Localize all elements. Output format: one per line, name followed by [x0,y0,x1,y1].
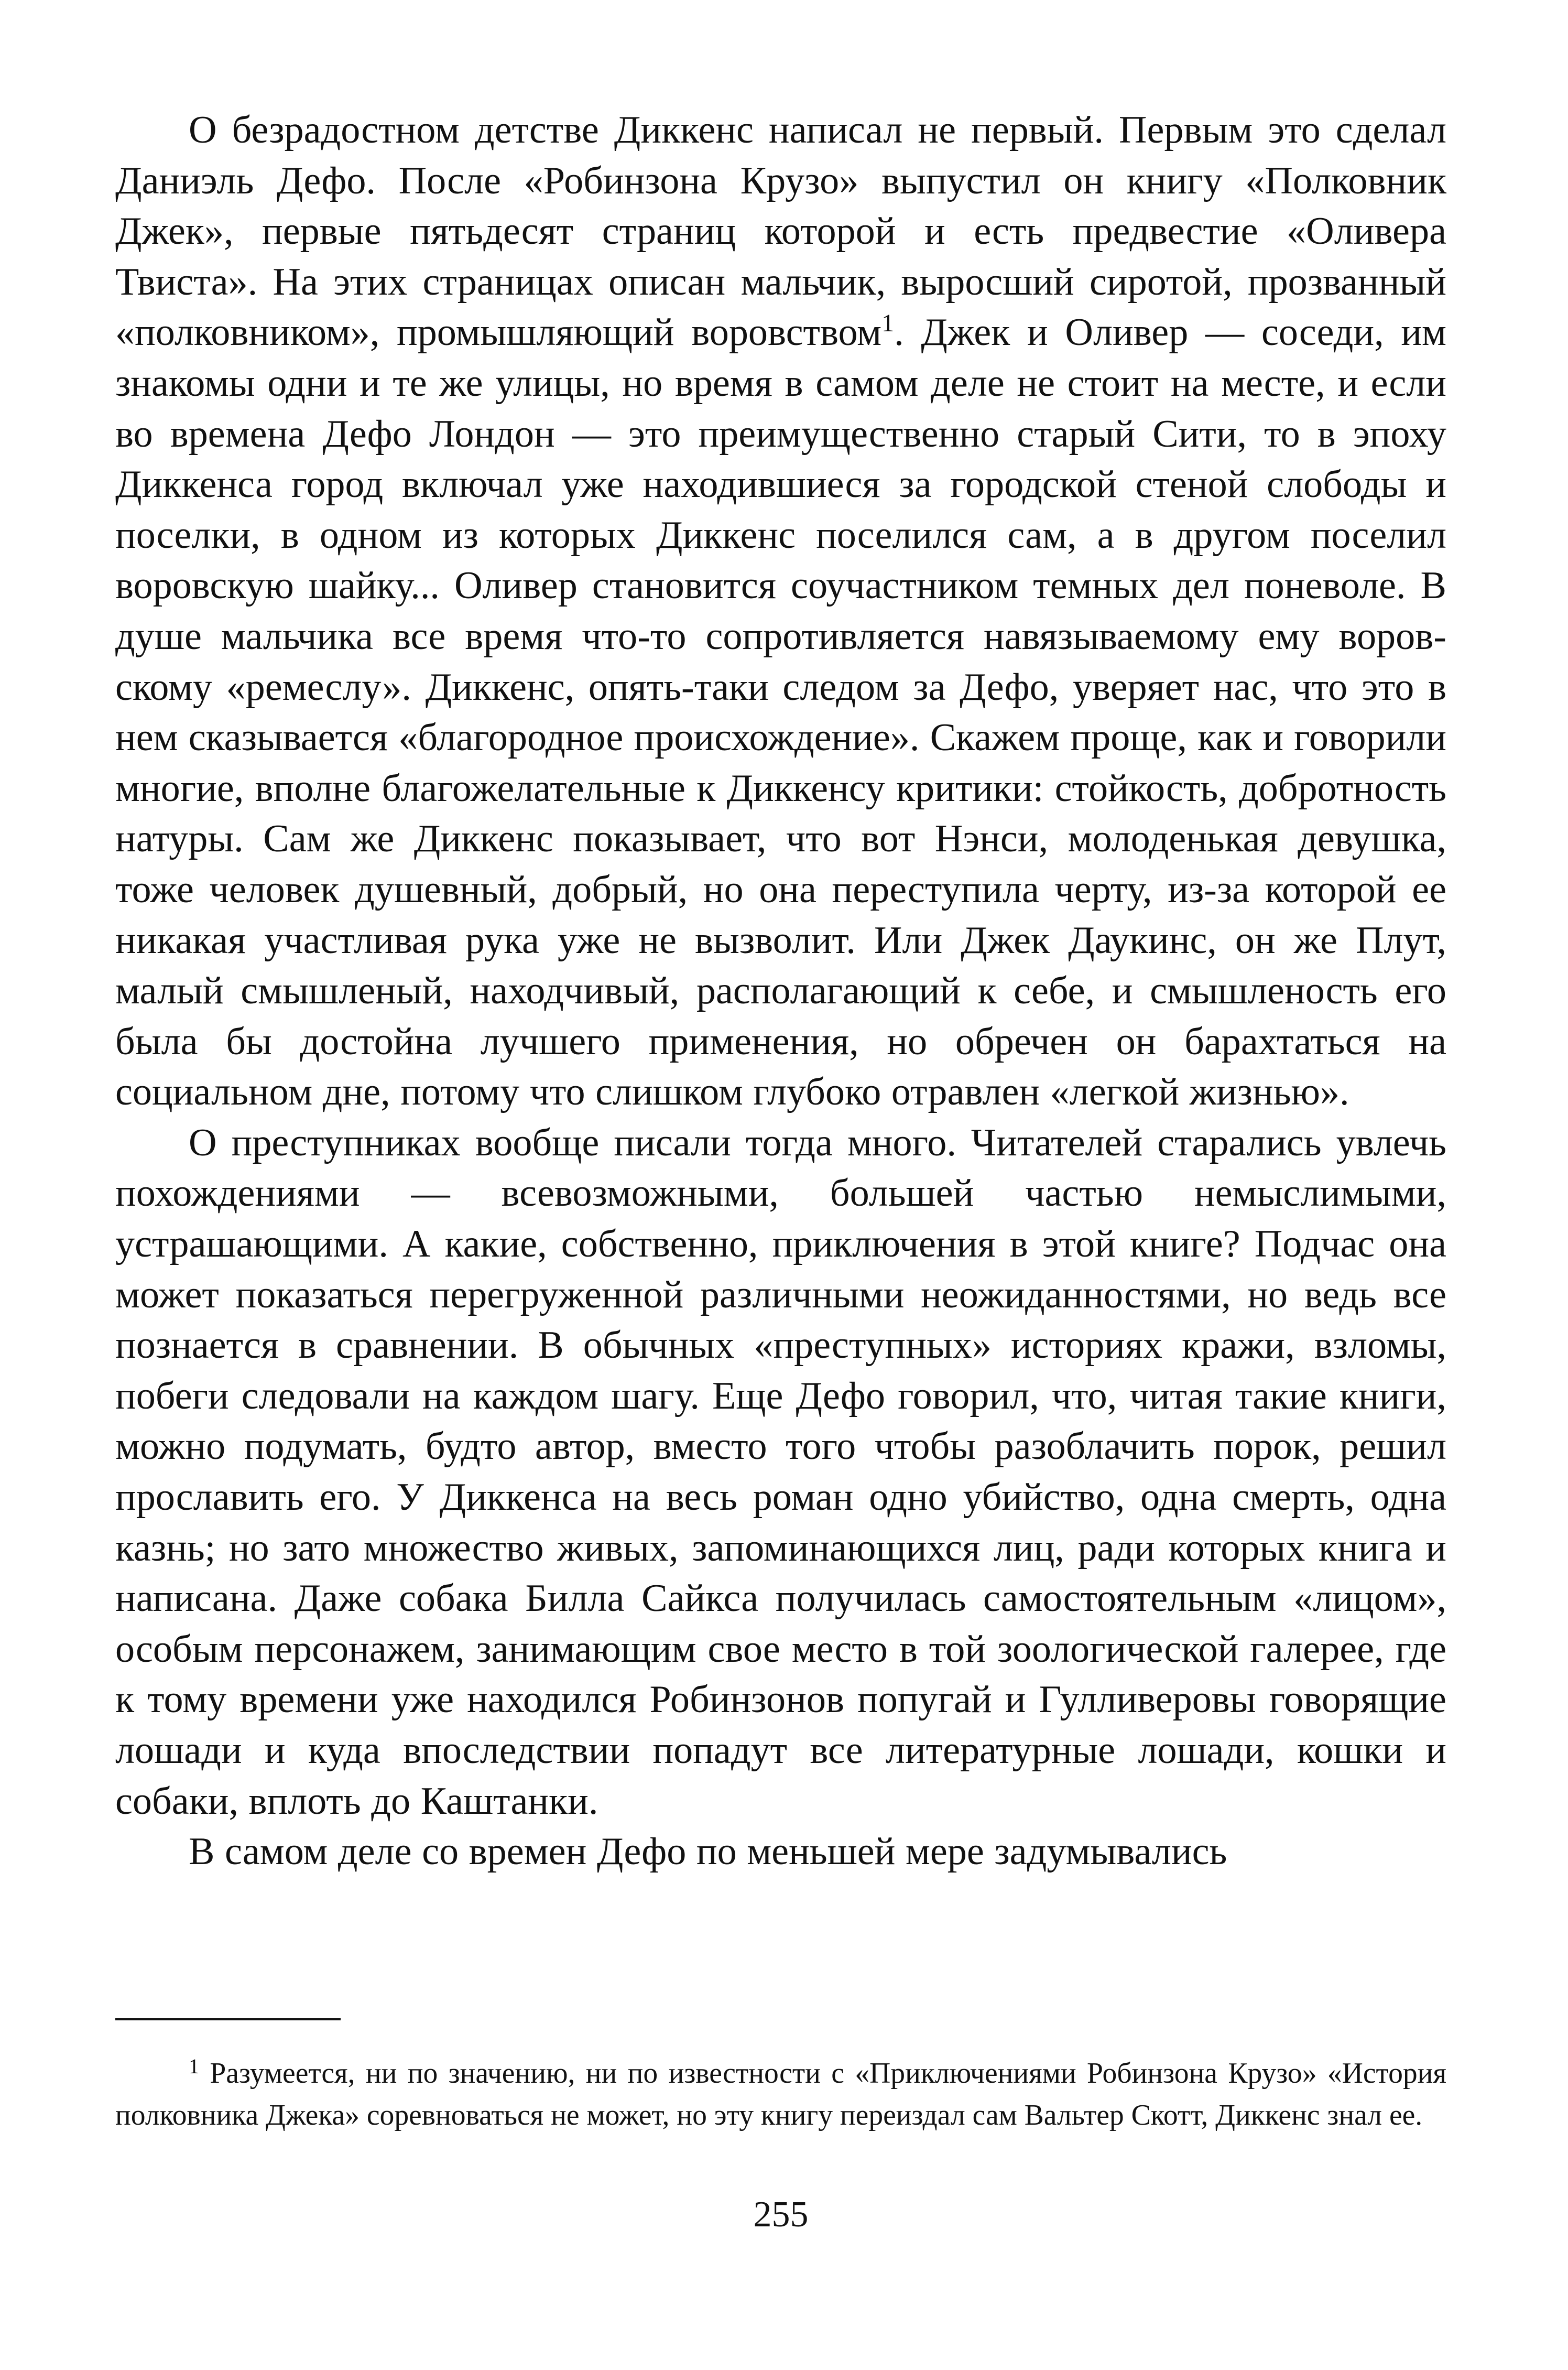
book-page [115,105,1446,2307]
footnote-reference: 1 [881,309,895,338]
footnote-text: Разумеется, ни по значению, ни по известности с «Приключениями Робинзона Крузо» «История полковника Джека» соревноваться не может, но эту книгу переиздал сам Вальтер Скотт, Диккенс знал ее. [115,2057,1447,2131]
paragraph-2: О преступниках вообще писали тогда много. Читателей старались увлечь похождениями — всевозможными, большей частью немыслимыми, устрашающими. А какие, собственно, приключения в этой книге? Подчас она может показаться перегруженной различными неожиданностями, но ведь все познается в сравнении. В обычных «преступных» историях кражи, взломы, побеги следовали на каждом шагу. Еще Дефо говорил, что, читая такие книги, можно подумать, будто автор, вместо того чтобы разоблачить порок, решил прославить его. У Диккенса на весь роман одно убийство, одна смерть, одна казнь; но зато множество живых, запоминающихся лиц, ради которых книга и написана. Даже собака Билла Сайкса получилась самостоятельным «лицом», особым персонажем, занимающим свое место в той зоологической галерее, где к тому времени уже находился Робинзонов попугай и Гулливеровы говорящие лошади и куда впоследствии попадут все литературные лошади, кошки и собаки, вплоть до Каштанки. [115,1121,1446,1823]
paragraph-3: В самом деле со времен Дефо по меньшей мере задумывались [189,1830,1227,1874]
body-text [115,105,1446,1877]
paragraph-1-text-a: О безрадостном детстве Диккенс написал не первый. Первым это сделал Даниэль Дефо. После «Робинзона Крузо» выпустил он книгу «Полковник Джек», первые пятьдесят страниц которой и есть предвестие «Оливера Твиста». На этих страницах описан мальчик, выросший сиротой, прозванный «полковником», промышляющий воровством [115,109,1446,354]
paragraph-1 [115,105,1446,1118]
footnote-mark: 1 [189,2054,199,2078]
paragraph-1-text-b: . Джек и Оливер — соседи, им знакомы одни и те же улицы, но время в самом деле не стоит на месте, и если во времена Дефо Лондон — это преимущественно старый Сити, то в эпоху Диккенса город включал уже находившиеся за городской стеной слободы и поселки, в одном из которых Диккенс поселился сам, а в другом поселил воровскую шайку... Оливер становится соучастником темных дел поневоле. В душе мальчика все время что-то сопротивляется навязываемому ему воровскому «ремеслу». Диккенс, опять-таки следом за Дефо, уверяет нас, что это в нем сказывается «благородное происхождение». Скажем проще, как и говорили многие, вполне благожелательные к Диккенсу критики: стойкость, добротность натуры. Сам же Диккенс показывает, что вот Нэнси, молоденькая девушка, тоже человек душевный, добрый, но она переступила черту, из-за которой ее никакая участливая рука уже не вызволит. Или Джек Даукинс, он же Плут, малый смышленый, находчивый, располагающий к себе, и смышленость его была бы достойна лучшего применения, но обречен он барахтаться на социальном дне, потому что слишком глубоко отравлен «легкой жизнью». [115,311,1446,1114]
page-number: 255 [753,2194,809,2235]
footnote-divider [115,2018,341,2020]
footnote [115,2052,1446,2136]
